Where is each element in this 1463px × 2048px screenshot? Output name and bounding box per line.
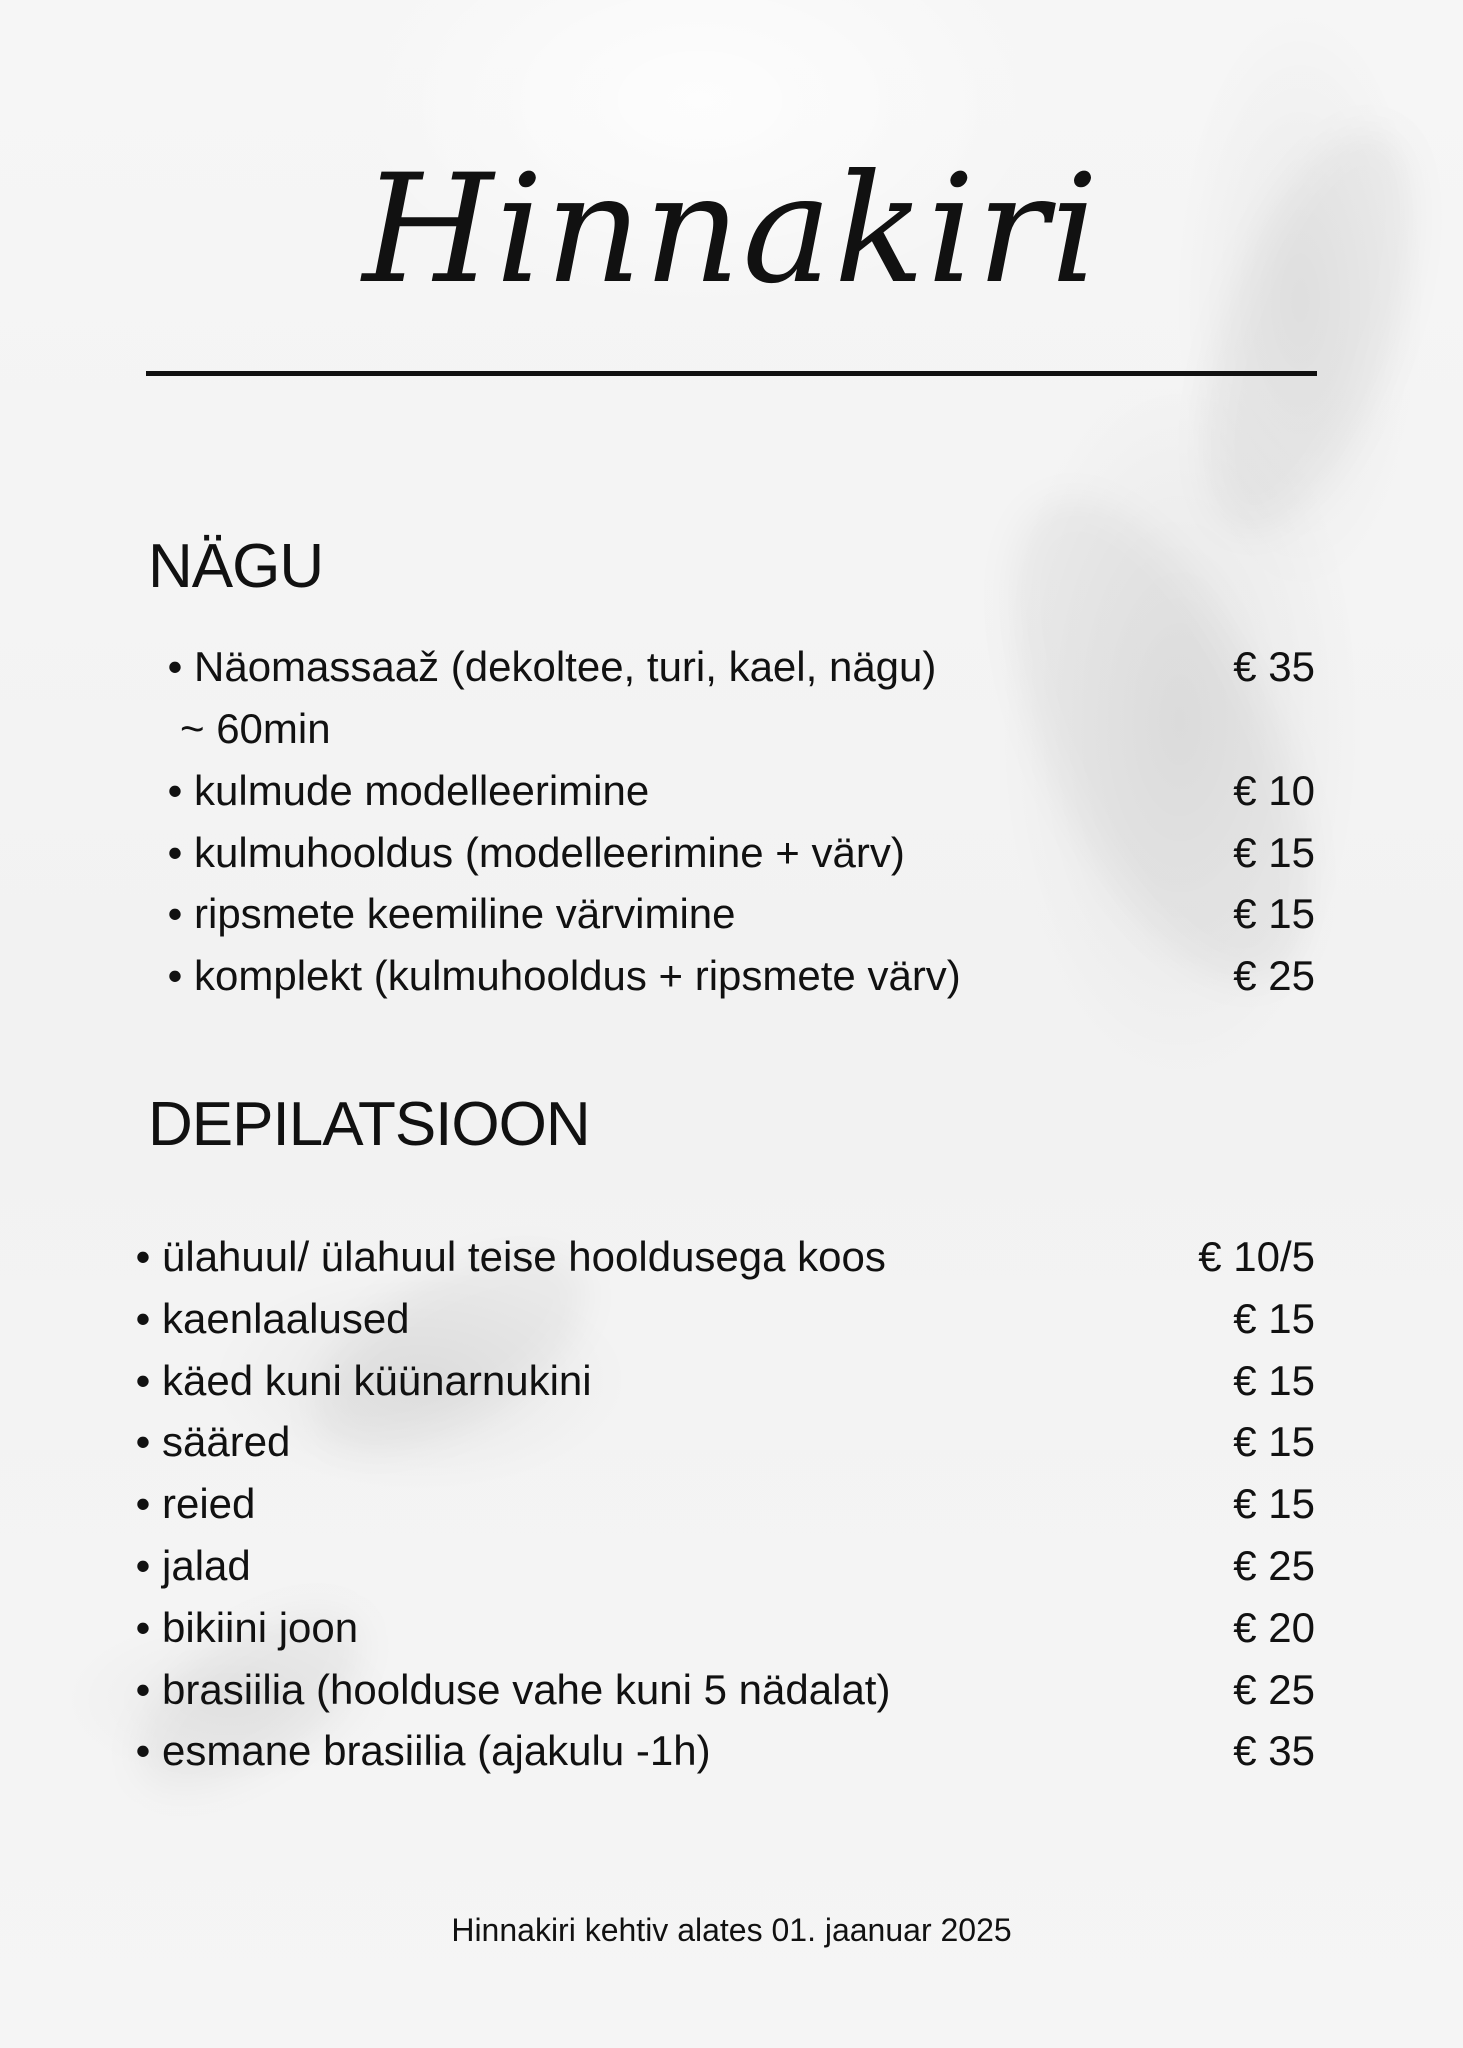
item-price: € 15 [1233,1357,1315,1404]
item-price: € 20 [1233,1604,1315,1651]
price-row [160,636,1315,698]
bullet-icon: • [167,643,183,690]
item-label: käed kuni küünarnukini [162,1357,592,1404]
item-price: € 15 [1233,890,1315,937]
item-label: esmane brasiilia (ajakulu -1h) [162,1727,711,1774]
section-heading-depilatsioon: DEPILATSIOON [148,1090,590,1159]
price-row [128,1288,1315,1350]
bullet-icon: • [135,1418,151,1465]
price-row [128,1535,1315,1597]
item-price: € 15 [1233,1295,1315,1342]
item-price: € 25 [1233,1666,1315,1713]
item-price: € 25 [1233,952,1315,999]
item-price: € 15 [1233,829,1315,876]
bullet-icon: • [167,890,183,937]
item-duration: ~ 60min [180,705,331,752]
price-row [128,1473,1315,1535]
price-row [160,883,1315,945]
price-row [128,1350,1315,1412]
item-price: € 25 [1233,1542,1315,1589]
bullet-icon: • [135,1604,151,1651]
price-row [128,1720,1315,1782]
item-label: bikiini joon [162,1604,359,1651]
item-label: sääred [162,1418,291,1465]
item-label: kulmude modelleerimine [194,767,650,814]
item-price: € 35 [1233,643,1315,690]
item-price: € 10 [1233,767,1315,814]
item-label: ülahuul/ ülahuul teise hooldusega koos [162,1233,886,1280]
price-row [128,1411,1315,1473]
bullet-icon: • [135,1666,151,1713]
item-label: ripsmete keemiline värvimine [194,890,736,937]
section-heading-nagu: NÄGU [148,532,324,601]
validity-footer: Hinnakiri kehtiv alates 01. jaanuar 2025 [451,1912,1012,1948]
bullet-icon: • [167,829,183,876]
item-price: € 15 [1233,1418,1315,1465]
item-label: brasiilia (hoolduse vahe kuni 5 nädalat) [162,1666,891,1713]
bullet-icon: • [135,1233,151,1280]
item-label: kulmuhooldus (modelleerimine + värv) [194,829,905,876]
title-divider [146,371,1317,376]
item-label: Näomassaaž (dekoltee, turi, kael, nägu) [194,643,937,690]
bullet-icon: • [135,1542,151,1589]
item-label: kaenlaalused [162,1295,410,1342]
bullet-icon: • [135,1295,151,1342]
price-row [160,822,1315,884]
price-row [128,1597,1315,1659]
item-price: € 15 [1233,1480,1315,1527]
price-row [128,1226,1315,1288]
item-label: jalad [162,1542,251,1589]
item-label: reied [162,1480,256,1527]
bullet-icon: • [135,1727,151,1774]
price-row [160,760,1315,822]
bullet-icon: • [167,952,183,999]
bullet-icon: • [135,1357,151,1404]
item-label: komplekt (kulmuhooldus + ripsmete värv) [194,952,961,999]
price-row [128,1659,1315,1721]
bullet-icon: • [167,767,183,814]
item-price: € 10/5 [1198,1233,1315,1280]
price-row [160,945,1315,1007]
item-price: € 35 [1233,1727,1315,1774]
bullet-icon: • [135,1480,151,1527]
page-title: Hinnakiri [362,143,1101,317]
